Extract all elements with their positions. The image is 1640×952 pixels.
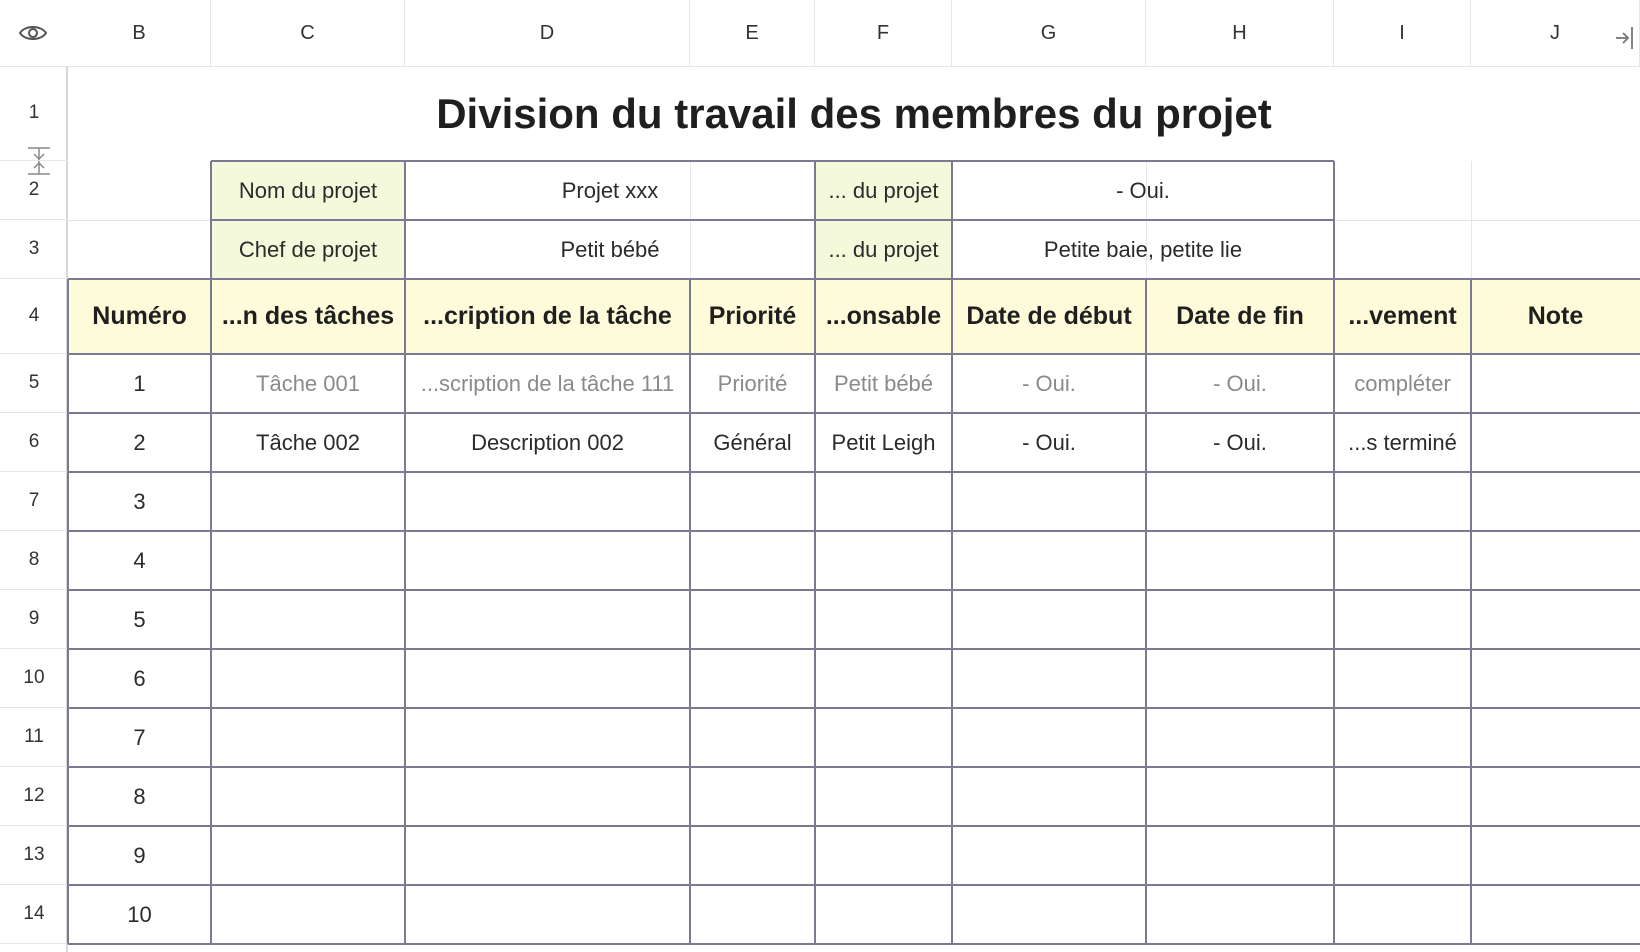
row-header-10[interactable]: 10 — [0, 649, 68, 708]
task-cell[interactable] — [815, 708, 952, 767]
task-cell[interactable] — [690, 649, 815, 708]
task-cell[interactable]: Petit Leigh — [831, 429, 936, 455]
table-border — [68, 589, 1640, 591]
task-cell[interactable] — [815, 649, 952, 708]
task-cell[interactable] — [1146, 472, 1334, 531]
task-cell[interactable] — [1334, 472, 1471, 531]
project-field-value[interactable]: Petite baie, petite lie — [1043, 236, 1243, 262]
task-cell[interactable] — [211, 649, 405, 708]
task-number[interactable]: 9 — [133, 842, 146, 868]
row-header-14[interactable]: 14 — [0, 885, 68, 944]
task-cell[interactable] — [690, 767, 815, 826]
table-border — [814, 161, 816, 279]
task-cell[interactable] — [952, 590, 1146, 649]
task-number[interactable]: 1 — [133, 370, 146, 396]
table-border — [68, 353, 1640, 355]
task-cell[interactable] — [690, 826, 815, 885]
task-cell[interactable] — [211, 826, 405, 885]
task-cell[interactable] — [1146, 531, 1334, 590]
task-cell[interactable]: Tâche 001 — [256, 370, 360, 396]
row-header-11[interactable]: 11 — [0, 708, 68, 767]
task-cell[interactable] — [952, 708, 1146, 767]
task-cell[interactable] — [1334, 826, 1471, 885]
table-border — [68, 884, 1640, 886]
task-cell[interactable] — [405, 826, 690, 885]
task-cell[interactable]: - Oui. — [1022, 370, 1076, 396]
task-cell[interactable] — [690, 885, 815, 944]
column-header-g[interactable]: G — [952, 0, 1146, 66]
task-cell[interactable] — [1471, 472, 1640, 531]
column-title[interactable]: ...onsable — [815, 279, 952, 354]
task-cell[interactable] — [1334, 531, 1471, 590]
table-border — [689, 279, 691, 944]
task-cell[interactable] — [1471, 649, 1640, 708]
table-border — [1333, 161, 1335, 279]
task-cell[interactable]: ...scription de la tâche 111 — [420, 370, 675, 396]
task-cell[interactable] — [211, 767, 405, 826]
task-cell[interactable] — [405, 767, 690, 826]
row-header-8[interactable]: 8 — [0, 531, 68, 590]
table-border — [211, 219, 1334, 221]
sheet-title: Division du travail des membres du projet — [436, 89, 1272, 137]
task-number[interactable]: 4 — [133, 547, 146, 573]
task-cell[interactable] — [690, 590, 815, 649]
column-header-c[interactable]: C — [211, 0, 405, 66]
table-border — [814, 279, 816, 944]
task-cell[interactable] — [405, 472, 690, 531]
task-number[interactable]: 10 — [127, 901, 152, 927]
task-cell[interactable] — [1471, 354, 1640, 413]
project-name-label[interactable]: Nom du projet — [211, 161, 405, 220]
table-border — [67, 279, 69, 944]
column-header-e[interactable]: E — [690, 0, 815, 66]
task-cell[interactable] — [815, 531, 952, 590]
task-number[interactable]: 2 — [133, 429, 146, 455]
column-header-b[interactable]: B — [68, 0, 211, 66]
task-cell[interactable] — [690, 708, 815, 767]
task-cell[interactable] — [1471, 590, 1640, 649]
table-border — [951, 161, 953, 279]
task-cell[interactable] — [405, 531, 690, 590]
table-border — [404, 279, 406, 944]
eye-icon[interactable] — [18, 21, 48, 45]
task-cell[interactable] — [690, 472, 815, 531]
row-header-3[interactable]: 3 — [0, 220, 68, 279]
table-border — [68, 766, 1640, 768]
task-cell[interactable] — [1146, 826, 1334, 885]
task-cell[interactable]: ...s terminé — [1348, 429, 1457, 455]
table-border — [951, 279, 953, 944]
project-name-value[interactable]: Projet xxx — [561, 177, 659, 203]
task-cell[interactable] — [405, 885, 690, 944]
column-title[interactable]: ...vement — [1334, 279, 1471, 354]
column-title[interactable]: Date de début — [952, 279, 1146, 354]
table-border — [68, 825, 1640, 827]
task-number[interactable]: 8 — [133, 783, 146, 809]
task-number[interactable]: 7 — [133, 724, 146, 750]
table-border — [68, 943, 1640, 945]
task-cell[interactable]: - Oui. — [1022, 429, 1076, 455]
task-cell[interactable] — [405, 708, 690, 767]
task-cell[interactable] — [952, 472, 1146, 531]
task-cell[interactable] — [1471, 885, 1640, 944]
table-border — [68, 530, 1640, 532]
table-border — [68, 278, 1640, 280]
task-cell[interactable] — [952, 531, 1146, 590]
task-cell[interactable] — [1146, 590, 1334, 649]
column-header-f[interactable]: F — [815, 0, 952, 66]
task-cell[interactable] — [1334, 885, 1471, 944]
table-border — [211, 160, 1334, 162]
column-header-j[interactable]: J — [1471, 0, 1640, 66]
task-cell[interactable] — [815, 590, 952, 649]
column-header-h[interactable]: H — [1146, 0, 1334, 66]
task-cell[interactable] — [405, 649, 690, 708]
task-cell[interactable] — [1334, 708, 1471, 767]
task-cell[interactable] — [211, 531, 405, 590]
task-cell[interactable] — [405, 590, 690, 649]
table-border — [68, 648, 1640, 650]
table-border — [68, 412, 1640, 414]
task-cell[interactable]: Petit bébé — [833, 370, 934, 396]
project-field-label[interactable]: ... du projet — [815, 161, 952, 220]
table-border — [210, 161, 212, 279]
table-border — [1333, 279, 1335, 944]
task-cell[interactable] — [1471, 826, 1640, 885]
task-cell[interactable] — [1146, 885, 1334, 944]
row-header-5[interactable]: 5 — [0, 354, 68, 413]
task-cell[interactable] — [1471, 767, 1640, 826]
project-field-value[interactable]: - Oui. — [1116, 177, 1170, 203]
task-cell[interactable] — [1334, 767, 1471, 826]
row-header-7[interactable]: 7 — [0, 472, 68, 531]
project-manager-label[interactable]: Chef de projet — [211, 220, 405, 279]
task-number[interactable]: 5 — [133, 606, 146, 632]
table-border — [68, 471, 1640, 473]
task-cell[interactable] — [690, 531, 815, 590]
task-cell[interactable]: Priorité — [717, 370, 788, 396]
row-header-1[interactable]: 1 — [0, 66, 68, 161]
task-cell[interactable] — [815, 767, 952, 826]
column-title[interactable]: ...n des tâches — [211, 279, 405, 354]
gridline — [1471, 161, 1472, 279]
table-border — [210, 279, 212, 944]
column-title[interactable]: ...cription de la tâche — [405, 279, 690, 354]
task-cell[interactable] — [952, 885, 1146, 944]
table-border — [1145, 279, 1147, 944]
row-header-12[interactable]: 12 — [0, 767, 68, 826]
project-field-label[interactable]: ... du projet — [815, 220, 952, 279]
task-cell[interactable]: compléter — [1354, 370, 1451, 396]
table-border — [68, 707, 1640, 709]
row-header-9[interactable]: 9 — [0, 590, 68, 649]
project-manager-value[interactable]: Petit bébé — [560, 236, 660, 262]
task-cell[interactable]: - Oui. — [1213, 370, 1267, 396]
task-cell[interactable] — [952, 826, 1146, 885]
task-cell[interactable] — [1334, 590, 1471, 649]
task-cell[interactable] — [1334, 649, 1471, 708]
task-cell[interactable] — [211, 885, 405, 944]
task-cell[interactable] — [815, 472, 952, 531]
task-cell[interactable]: - Oui. — [1213, 429, 1267, 455]
task-cell[interactable] — [1471, 708, 1640, 767]
task-cell[interactable]: Général — [713, 429, 792, 455]
task-number[interactable]: 6 — [133, 665, 146, 691]
task-cell[interactable] — [952, 649, 1146, 708]
task-cell[interactable] — [211, 472, 405, 531]
task-cell[interactable] — [1471, 413, 1640, 472]
table-border — [404, 161, 406, 279]
column-title[interactable]: Date de fin — [1146, 279, 1334, 354]
task-cell[interactable] — [815, 826, 952, 885]
task-cell[interactable] — [1146, 767, 1334, 826]
task-cell[interactable]: Tâche 002 — [256, 429, 360, 455]
row-header-13[interactable]: 13 — [0, 826, 68, 885]
task-cell[interactable] — [1146, 649, 1334, 708]
task-cell[interactable] — [815, 885, 952, 944]
row-header-6[interactable]: 6 — [0, 413, 68, 472]
row-header-2[interactable]: 2 — [0, 161, 68, 220]
task-cell[interactable] — [952, 767, 1146, 826]
column-header-d[interactable]: D — [405, 0, 690, 66]
task-cell[interactable] — [211, 708, 405, 767]
column-title[interactable]: Note — [1471, 279, 1640, 354]
column-title[interactable]: Priorité — [690, 279, 815, 354]
column-title[interactable]: Numéro — [68, 279, 211, 354]
task-cell[interactable] — [211, 590, 405, 649]
task-cell[interactable] — [1146, 708, 1334, 767]
row-header-4[interactable]: 4 — [0, 279, 68, 354]
task-cell[interactable]: Description 002 — [471, 429, 624, 455]
task-number[interactable]: 3 — [133, 488, 146, 514]
table-border — [1470, 279, 1472, 944]
task-cell[interactable] — [1471, 531, 1640, 590]
column-header-i[interactable]: I — [1334, 0, 1471, 66]
